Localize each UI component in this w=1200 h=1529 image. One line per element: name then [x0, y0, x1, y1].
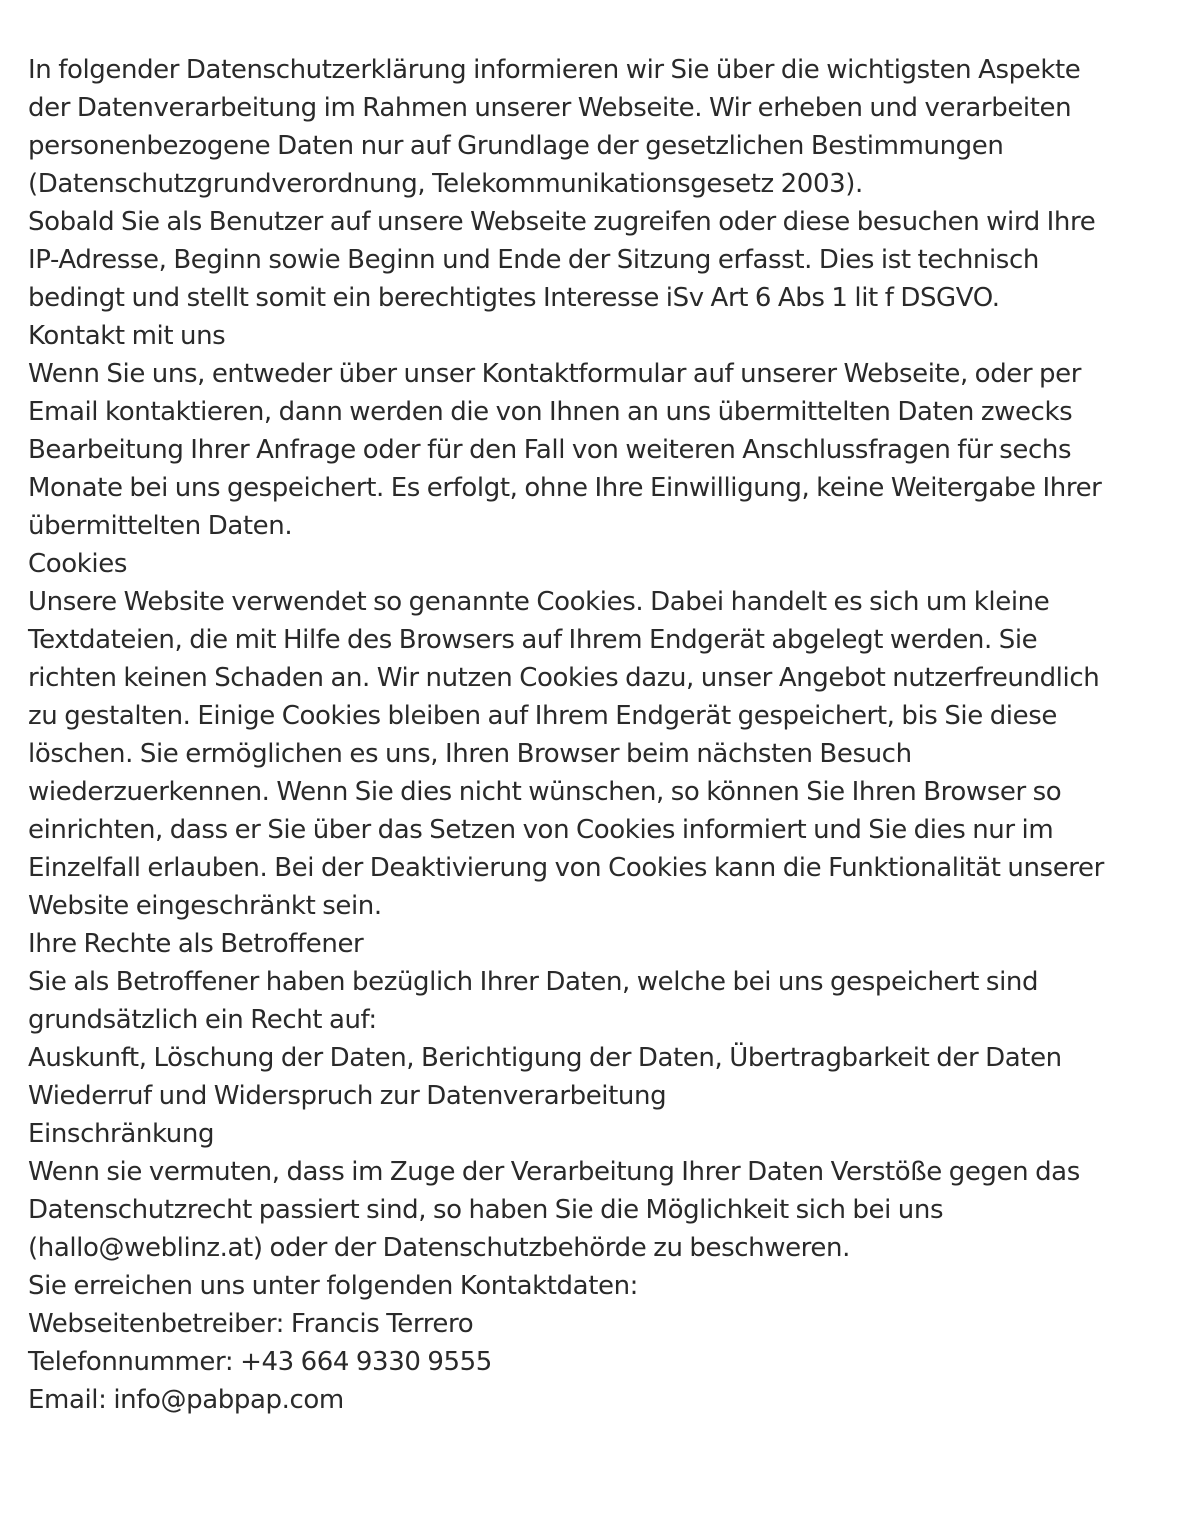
- text-line: IP-Adresse, Beginn sowie Beginn und Ende der Sitzung erfasst. Dies ist technisch: [28, 245, 1039, 275]
- text-line: (Datenschutzgrundverordnung, Telekommunikationsgesetz 2003).: [28, 169, 863, 199]
- section-heading-cookies: Cookies: [28, 549, 127, 579]
- text-line: Bearbeitung Ihrer Anfrage oder für den Fall von weiteren Anschlussfragen für sechs: [28, 435, 1072, 465]
- operator-line: Webseitenbetreiber: Francis Terrero: [28, 1309, 474, 1339]
- text-line: Datenschutzrecht passiert sind, so haben Sie die Möglichkeit sich bei uns: [28, 1195, 944, 1225]
- section-heading-contact: Kontakt mit uns: [28, 321, 226, 351]
- text-line: Wenn Sie uns, entweder über unser Kontaktformular auf unserer Webseite, oder per: [28, 359, 1082, 389]
- text-line: Wenn sie vermuten, dass im Zuge der Verarbeitung Ihrer Daten Verstöße gegen das: [28, 1157, 1080, 1187]
- text-line: Sie als Betroffener haben bezüglich Ihrer Daten, welche bei uns gespeichert sind: [28, 967, 1039, 997]
- text-line: Auskunft, Löschung der Daten, Berichtigung der Daten, Übertragbarkeit der Daten: [28, 1043, 1062, 1073]
- section-heading-restriction: Einschränkung: [28, 1119, 215, 1149]
- text-line: Website eingeschränkt sein.: [28, 891, 382, 921]
- text-line: Unsere Website verwendet so genannte Cookies. Dabei handelt es sich um kleine: [28, 587, 1050, 617]
- text-line: Textdateien, die mit Hilfe des Browsers auf Ihrem Endgerät abgelegt werden. Sie: [28, 625, 1038, 655]
- text-line: löschen. Sie ermöglichen es uns, Ihren Browser beim nächsten Besuch: [28, 739, 912, 769]
- text-line: wiederzuerkennen. Wenn Sie dies nicht wünschen, so können Sie Ihren Browser so: [28, 777, 1062, 807]
- text-line: zu gestalten. Einige Cookies bleiben auf Ihrem Endgerät gespeichert, bis Sie diese: [28, 701, 1057, 731]
- text-line: In folgender Datenschutzerklärung informieren wir Sie über die wichtigsten Aspekte: [28, 55, 1081, 85]
- phone-line: Telefonnummer: +43 664 9330 9555: [28, 1347, 492, 1377]
- text-line: bedingt und stellt somit ein berechtigtes Interesse iSv Art 6 Abs 1 lit f DSGVO.: [28, 283, 1000, 313]
- text-line: grundsätzlich ein Recht auf:: [28, 1005, 377, 1035]
- text-line: personenbezogene Daten nur auf Grundlage der gesetzlichen Bestimmungen: [28, 131, 1004, 161]
- text-line: Einzelfall erlauben. Bei der Deaktivierung von Cookies kann die Funktionalität unserer: [28, 853, 1104, 883]
- email-line: Email: info@pabpap.com: [28, 1385, 344, 1415]
- text-line: übermittelten Daten.: [28, 511, 293, 541]
- text-line: Sobald Sie als Benutzer auf unsere Webseite zugreifen oder diese besuchen wird Ihre: [28, 207, 1096, 237]
- text-line: Sie erreichen uns unter folgenden Kontaktdaten:: [28, 1271, 639, 1301]
- text-line: richten keinen Schaden an. Wir nutzen Cookies dazu, unser Angebot nutzerfreundlich: [28, 663, 1100, 693]
- text-line: einrichten, dass er Sie über das Setzen von Cookies informiert und Sie dies nur im: [28, 815, 1054, 845]
- text-line: (hallo@weblinz.at) oder der Datenschutzbehörde zu beschweren.: [28, 1233, 850, 1263]
- text-line: Email kontaktieren, dann werden die von Ihnen an uns übermittelten Daten zwecks: [28, 397, 1073, 427]
- text-line: Wiederruf und Widerspruch zur Datenverarbeitung: [28, 1081, 667, 1111]
- section-heading-rights: Ihre Rechte als Betroffener: [28, 929, 364, 959]
- privacy-policy-text: [28, 51, 1178, 1419]
- text-line: der Datenverarbeitung im Rahmen unserer Webseite. Wir erheben und verarbeiten: [28, 93, 1072, 123]
- text-line: Monate bei uns gespeichert. Es erfolgt, ohne Ihre Einwilligung, keine Weitergabe Ihrer: [28, 473, 1102, 503]
